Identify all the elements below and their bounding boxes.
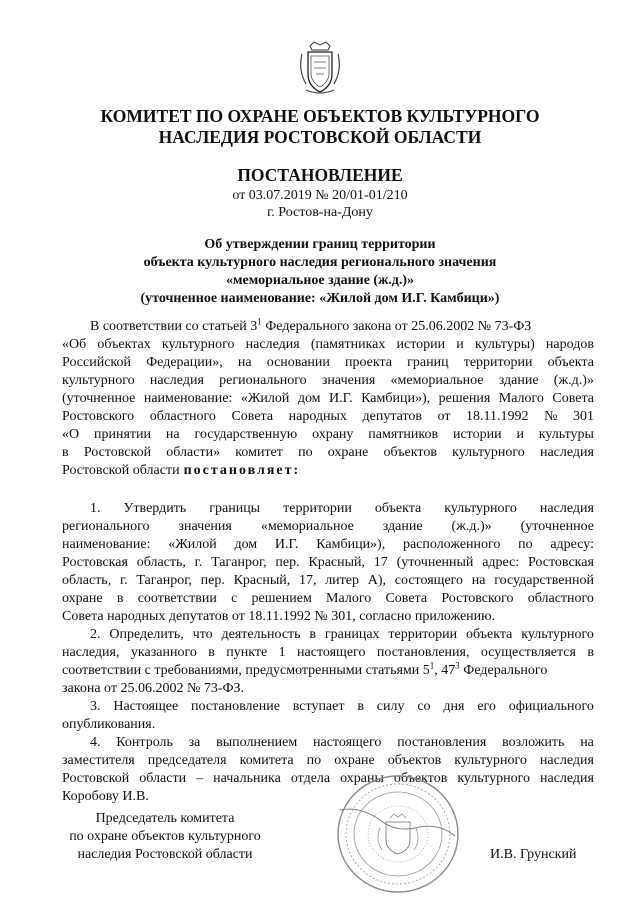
word: по xyxy=(298,445,313,460)
word: государственной xyxy=(494,573,594,588)
word: объекта xyxy=(374,501,422,516)
word: 18.11.1992 xyxy=(466,409,529,424)
word: что xyxy=(192,627,213,642)
word: принятии xyxy=(93,427,152,442)
body-line xyxy=(62,354,594,372)
organization-title-line-1: КОМИТЕТ ПО ОХРАНЕ ОБЪЕКТОВ КУЛЬТУРНОГО xyxy=(100,106,540,126)
word: «О xyxy=(62,427,80,442)
word: культуры xyxy=(538,427,594,442)
word: Ростовского xyxy=(62,409,135,424)
word: Красный, xyxy=(233,573,291,588)
word: проекта xyxy=(345,355,393,370)
word: Утвердить xyxy=(123,501,187,516)
word: его xyxy=(477,699,496,714)
body-line xyxy=(62,518,594,536)
word: пункте xyxy=(226,645,268,660)
body-line xyxy=(62,662,594,680)
word: культурного xyxy=(454,753,527,768)
word: Совета xyxy=(552,391,594,406)
word: наследия xyxy=(245,337,300,352)
word: «Жилой xyxy=(168,537,217,552)
body-line xyxy=(62,500,594,518)
word: «мемориальное xyxy=(260,519,354,534)
body-line xyxy=(62,372,594,390)
word: Совета xyxy=(385,591,428,606)
word: 3. xyxy=(90,699,101,714)
word: в xyxy=(587,645,594,660)
word: культурного xyxy=(457,771,530,786)
body-line xyxy=(62,536,594,554)
word: адресу: xyxy=(550,537,594,552)
word: Малого xyxy=(498,391,544,406)
word: пер. xyxy=(275,555,300,570)
word: областного xyxy=(527,591,594,606)
word: А), xyxy=(367,573,387,588)
word: – xyxy=(196,771,204,786)
word: комитета xyxy=(239,753,294,768)
word: охраны xyxy=(340,771,384,786)
word: на xyxy=(165,427,180,442)
word: (уточненный xyxy=(396,555,474,570)
word: областного xyxy=(149,409,216,424)
word: дня xyxy=(443,699,465,714)
word: (ж.д.)» xyxy=(553,373,594,388)
word: культурного xyxy=(452,445,525,460)
word: «Жилой xyxy=(240,391,290,406)
word: здание xyxy=(382,519,423,534)
word: (уточненное xyxy=(520,519,594,534)
word: и xyxy=(516,427,524,442)
word: расположенного xyxy=(402,537,501,552)
word: Ростовской xyxy=(62,771,130,786)
word: председателя xyxy=(147,753,227,768)
word: вступает xyxy=(292,699,345,714)
word: «мемориальное xyxy=(390,373,484,388)
body-line xyxy=(62,444,594,462)
body-line xyxy=(62,426,594,444)
word: Российской xyxy=(62,355,131,370)
word: соответствии xyxy=(137,591,217,606)
word: дом xyxy=(297,391,321,406)
word: Настоящее xyxy=(113,699,179,714)
word: территории xyxy=(388,627,458,642)
subject-line-4: (уточненное наименование: «Жилой дом И.Г. Камбици») xyxy=(140,291,500,306)
word: здание xyxy=(498,373,539,388)
word: государственную xyxy=(194,427,298,442)
word: область, xyxy=(62,573,112,588)
official-seal-icon xyxy=(320,770,470,900)
word: постановления, xyxy=(376,645,470,660)
word: культурного xyxy=(161,337,235,352)
word: 17, xyxy=(298,573,317,588)
word: охране xyxy=(334,753,375,768)
body-line xyxy=(62,554,594,572)
word: и xyxy=(456,337,464,352)
word: от xyxy=(437,409,451,424)
word: г. xyxy=(194,555,203,570)
word: отдела xyxy=(290,771,331,786)
word: решением xyxy=(251,591,312,606)
word: культурного xyxy=(521,627,594,642)
document-subject xyxy=(0,236,640,308)
word: на xyxy=(471,573,486,588)
word: (памятниках xyxy=(310,337,386,352)
subject-line-2: объекта культурного наследия регионального значения xyxy=(143,255,497,270)
word: осуществляется xyxy=(480,645,576,660)
body-line xyxy=(62,318,594,336)
body-line xyxy=(62,734,594,752)
word: объектов xyxy=(393,771,448,786)
word: (ж.д.)» xyxy=(451,519,492,534)
body-line: Коробову И.В. xyxy=(62,789,149,804)
word: охране xyxy=(327,445,369,460)
organization-title-line-2: НАСЛЕДИЯ РОСТОВСКОЙ ОБЛАСТИ xyxy=(158,127,482,147)
word: наименование: xyxy=(62,537,151,552)
body-line xyxy=(62,408,594,426)
word: Малого xyxy=(326,591,372,606)
word: основании xyxy=(266,355,330,370)
word: значения xyxy=(321,373,376,388)
word: по xyxy=(306,753,322,768)
word: 2. xyxy=(90,627,101,642)
word: территории xyxy=(463,355,533,370)
word: Ростовской xyxy=(83,445,152,460)
body-line xyxy=(62,390,594,408)
word: за xyxy=(188,735,201,750)
word: в xyxy=(208,645,215,660)
word: И.Г. xyxy=(329,391,353,406)
word: истории xyxy=(452,427,502,442)
word: народов xyxy=(545,337,594,352)
word: Камбици»), xyxy=(316,537,386,552)
body-line xyxy=(62,572,594,590)
word: депутатов xyxy=(362,409,422,424)
word: 4. xyxy=(90,735,101,750)
word: объектов xyxy=(387,753,442,768)
word: состоящего xyxy=(394,573,464,588)
word: истории xyxy=(396,337,446,352)
word: границах xyxy=(324,627,380,642)
word: области» xyxy=(166,445,221,460)
word: значения xyxy=(178,519,232,534)
text-run: В соответствии со статьей $3^1$ Федерального закона от 25.06.2002 № 73-ФЗ xyxy=(90,316,532,334)
word: решения xyxy=(438,391,491,406)
word: настоящего xyxy=(313,735,382,750)
word: границ xyxy=(407,355,449,370)
word: начальника xyxy=(213,771,281,786)
body-line xyxy=(62,752,594,770)
coat-of-arms-icon xyxy=(296,40,344,98)
word: Совета xyxy=(231,409,274,424)
body-line xyxy=(62,590,594,608)
word: регионального xyxy=(62,519,150,534)
word: область, xyxy=(136,555,186,570)
word: 17 xyxy=(373,555,388,570)
word: Таганрог, xyxy=(136,573,192,588)
word: Определить, xyxy=(109,627,184,642)
word: наименование: xyxy=(143,391,233,406)
word: охрану xyxy=(312,427,354,442)
word: (уточненное xyxy=(62,391,136,406)
word: в xyxy=(309,627,317,642)
signatory-position xyxy=(60,810,270,864)
word: объекта xyxy=(547,355,594,370)
word: 301 xyxy=(572,409,594,424)
word: Ростовского xyxy=(441,591,514,606)
body-line: Совета народных депутатов от 18.11.1992 № 301, согласно приложению. xyxy=(62,609,496,624)
word: комитет xyxy=(235,445,283,460)
organization-title xyxy=(0,106,640,148)
subject-line-3: «мемориальное здание (ж.д.)» xyxy=(226,273,414,288)
word: объектах xyxy=(97,337,151,352)
word: охране xyxy=(62,591,103,606)
word: деятельность xyxy=(221,627,301,642)
body-line xyxy=(62,644,594,662)
subject-line-1: Об утверждении границ территории xyxy=(204,237,436,252)
body-line: Ростовской области постановляет: xyxy=(62,463,301,478)
word: пер. xyxy=(200,573,225,588)
word: дом xyxy=(234,537,258,552)
word: наследия xyxy=(539,753,594,768)
word: объектов xyxy=(383,445,437,460)
word: г. xyxy=(119,573,128,588)
word: культуры) xyxy=(474,337,535,352)
body-line xyxy=(62,698,594,716)
word: постановление xyxy=(191,699,280,714)
word: памятников xyxy=(368,427,439,442)
document-type: ПОСТАНОВЛЕНИЕ xyxy=(237,165,403,185)
word: литер xyxy=(325,573,359,588)
word: Контроль xyxy=(116,735,173,750)
word: регионального xyxy=(219,373,307,388)
word: Камбици»), xyxy=(361,391,431,406)
word: Федерации», xyxy=(146,355,223,370)
word: с xyxy=(231,591,238,606)
word: культурного xyxy=(444,501,517,516)
word: «Об xyxy=(62,337,87,352)
word: указанного xyxy=(130,645,197,660)
word: культурного xyxy=(62,373,135,388)
position-line-2: по охране объектов культурного xyxy=(69,829,261,844)
word: по xyxy=(518,537,533,552)
word: силу xyxy=(376,699,405,714)
word: на xyxy=(237,355,252,370)
document-city: г. Ростов-на-Дону xyxy=(267,205,373,220)
word: постановления xyxy=(397,735,487,750)
word: адрес: xyxy=(482,555,520,570)
word: 1 xyxy=(278,645,286,660)
decree-word: постановляет: xyxy=(183,463,301,478)
word: Ростовская xyxy=(62,555,128,570)
word: Ростовская xyxy=(527,555,594,570)
word: в xyxy=(357,699,364,714)
word: наследия xyxy=(539,501,594,516)
body-line: опубликования. xyxy=(62,717,156,732)
position-line-1: Председатель комитета xyxy=(95,811,235,826)
word: в xyxy=(116,591,124,606)
body-line: закона от 25.06.2002 № 73-ФЗ. xyxy=(62,681,245,696)
word: настоящего xyxy=(297,645,366,660)
word: области xyxy=(139,771,187,786)
body-line xyxy=(62,626,594,644)
signatory-name: И.В. Грунский xyxy=(490,847,577,862)
word: выполнением xyxy=(216,735,298,750)
document-body xyxy=(62,318,594,806)
word: наследия xyxy=(539,445,594,460)
position-line-3: наследия Ростовской области xyxy=(77,847,253,862)
word: возложить xyxy=(502,735,565,750)
word: наследия, xyxy=(62,645,120,660)
word: наследия xyxy=(149,373,204,388)
word: № xyxy=(544,409,558,424)
word: границы xyxy=(209,501,261,516)
word: в xyxy=(62,445,69,460)
word: Таганрог, xyxy=(211,555,267,570)
word: наследия xyxy=(540,771,594,786)
body-line xyxy=(62,336,594,354)
word: территории xyxy=(283,501,352,516)
word: со xyxy=(417,699,431,714)
word: И.Г. xyxy=(274,537,299,552)
word: Красный, xyxy=(308,555,366,570)
word: на xyxy=(580,735,594,750)
text-run: соответствии с требованиями, предусмотренными статьями $5^1$, $47^3$ Федерального xyxy=(62,660,548,678)
word: 1. xyxy=(90,501,101,516)
word: официального xyxy=(508,699,594,714)
word: объекта xyxy=(466,627,513,642)
word: народных xyxy=(288,409,347,424)
word: заместителя xyxy=(62,753,135,768)
document-date-number: от 03.07.2019 № 20/01-01/210 xyxy=(232,188,408,203)
